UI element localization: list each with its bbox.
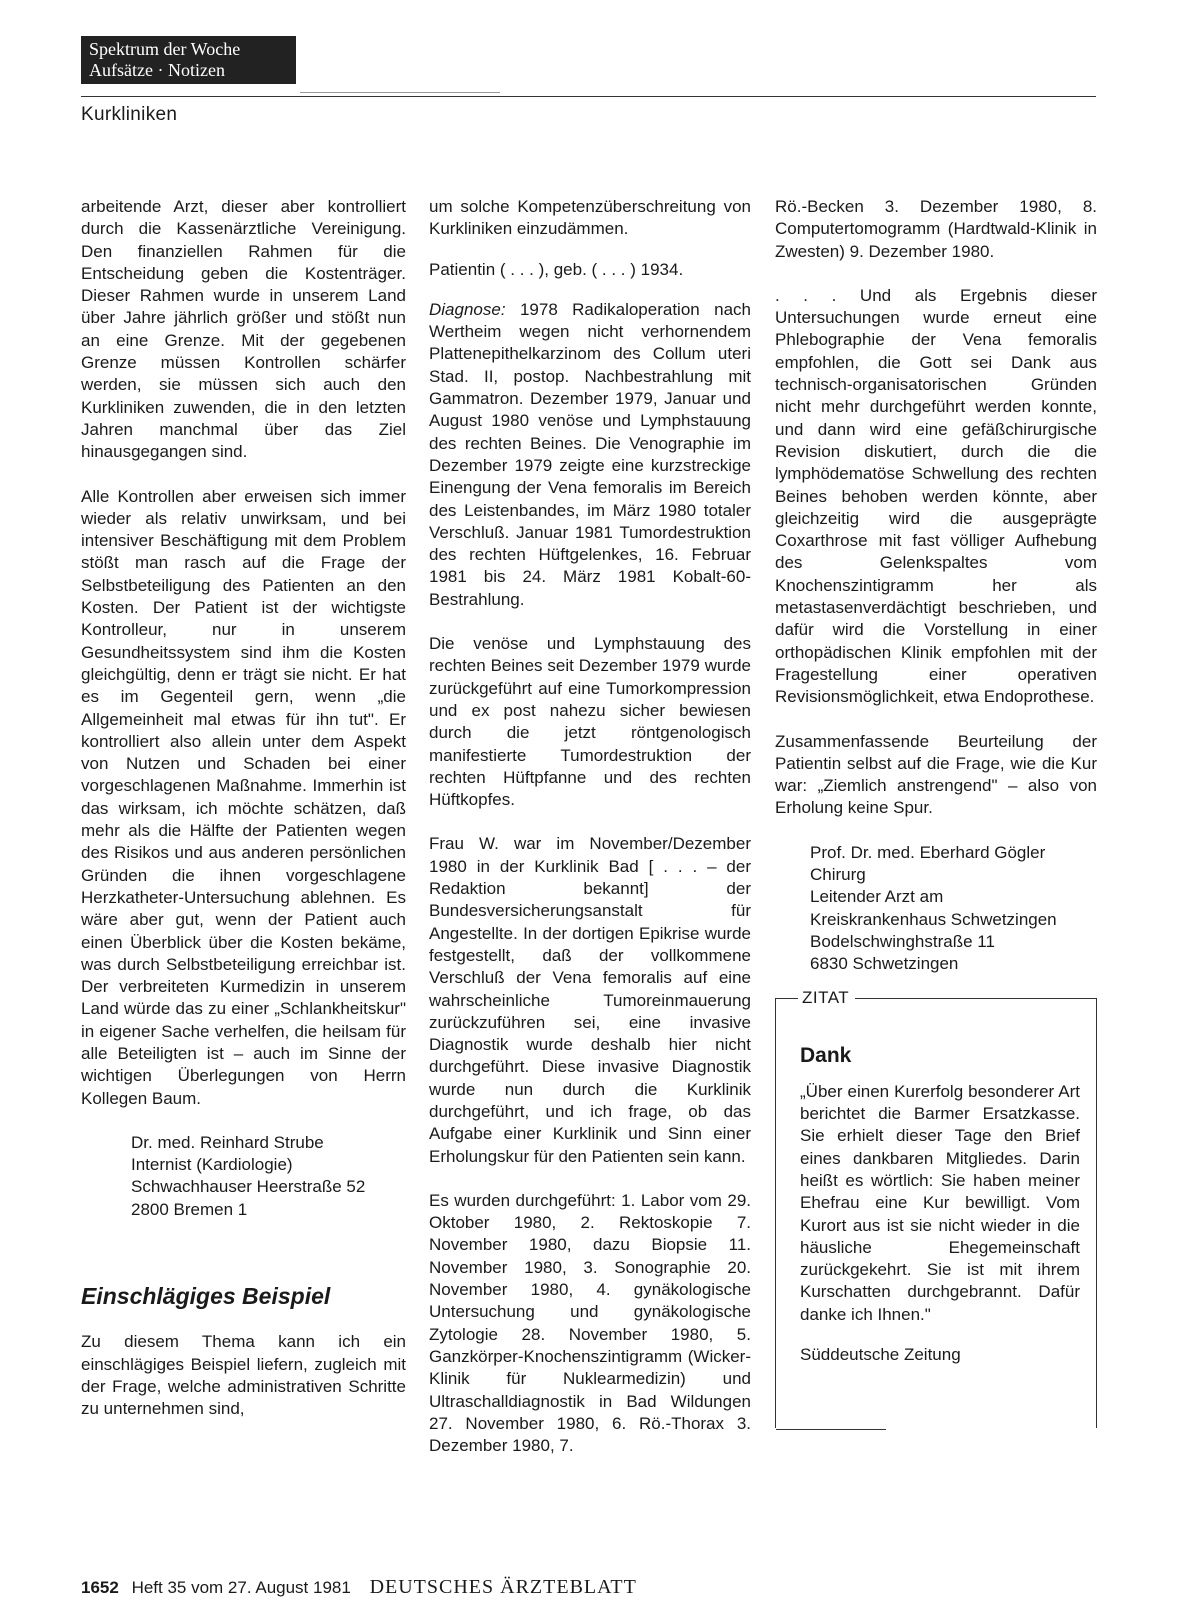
header-line-1: Spektrum der Woche bbox=[89, 39, 241, 59]
paragraph: Frau W. war im November/Dezember 1980 in der Kurklinik Bad [ . . . – der Redaktion bekannt] der Bundesversicherungsanstalt für Angestellte. In der dortigen Epikrise wurde festgestellt, daß der vollkommene Verschluß der Vena femoralis auf eine wahrscheinliche Tumoreinmauerung zurückzuführen sei, eine invasive Diagnostik wurde deshalb hier nicht durchgeführt. Diese invasive Diagnostik wurde nun durch die Kurklinik durchgeführt, und ich frage, ob das Aufgabe einer Kurklinik und Sinn einer Erholungskur für den Patienten sein kann. bbox=[429, 834, 751, 1166]
patient-line: Patientin ( . . . ), geb. ( . . . ) 1934. bbox=[429, 259, 684, 279]
signature-line: Leitender Arzt am bbox=[810, 887, 944, 907]
paragraph: arbeitende Arzt, dieser aber kontrolliert durch die Kassenärztliche Vereinigung. Den finanziellen Rahmen für die Entscheidung geben die Kostenträger. Dieser Rahmen wurde in unserem Land über Jahre jährlich größer und stößt nun an eine Grenze. Mit der gegebenen Grenze müssen Kontrollen schärfer werden, sie müssen sich auch den Kurkliniken zuwenden, die in den letzten Jahren manchmal über das Ziel hinausgegangen sind. bbox=[81, 197, 406, 462]
column-1 bbox=[81, 196, 406, 1443]
column-3 bbox=[775, 196, 1097, 1428]
paragraph: Zu diesem Thema kann ich ein einschlägiges Beispiel liefern, zugleich mit der Frage, welche administrativen Schritte zu unternehmen sind, bbox=[81, 1332, 406, 1419]
signature-line: Prof. Dr. med. Eberhard Gögler bbox=[810, 842, 1046, 862]
signature-line: Bodelschwinghstraße 11 bbox=[810, 931, 995, 951]
page-number: 1652 bbox=[81, 1578, 119, 1597]
zitat-text bbox=[800, 1081, 1080, 1326]
header-divider bbox=[81, 96, 1096, 97]
paragraph: um solche Kompetenzüberschreitung von Kurkliniken einzudämmen. bbox=[429, 197, 751, 239]
section-label: Kurkliniken bbox=[81, 104, 178, 125]
paragraph: . . . Und als Ergebnis dieser Untersuchungen wurde erneut eine Phlebographie der Vena femoralis empfohlen, die Gott sei Dank aus technisch-organisatorischen Gründen nicht mehr durchgeführt werden konnte, und dann wird eine gefäßchirurgische Revision diskutiert, durch die die lymphödematöse Schwellung des rechten Beines behoben werden könnte, aber gleichzeitig wird die ausgeprägte Coxarthrose mit fast völliger Aufhebung des Gelenkspaltes vom Knochenszintigramm her als metastasenverdächtigt beschrieben, und dafür wird die Vorstellung in einer orthopädischen Klinik empfohlen mit der Fragestellung einer operativen Revisionsmöglichkeit, etwa Endoprothese. bbox=[775, 285, 1097, 707]
signature-strube bbox=[131, 1132, 406, 1221]
diagnosis-paragraph bbox=[429, 299, 751, 611]
paragraph: Zusammenfassende Beurteilung der Patientin selbst auf die Frage, wie die Kur war: „Ziemlich anstrengend" – also von Erholung keine Spur. bbox=[775, 731, 1097, 818]
section-header-box bbox=[81, 36, 296, 84]
diagnosis-label: Diagnose: bbox=[429, 299, 506, 319]
signature-line: Schwachhauser Heerstraße 52 bbox=[131, 1177, 366, 1197]
header-divider-thin bbox=[300, 92, 500, 93]
signature-line: 6830 Schwetzingen bbox=[810, 954, 959, 974]
signature-goegler bbox=[810, 842, 1097, 976]
header-line-2: Aufsätze · Notizen bbox=[89, 60, 225, 80]
zitat-source: Süddeutsche Zeitung bbox=[800, 1345, 961, 1365]
paragraph: Alle Kontrollen aber erweisen sich immer wieder als relativ unwirksam, und bei intensiver Beschäftigung mit dem Problem stößt man rasch auf die Frage der Selbstbeteiligung des Patienten an den Kosten. Der Patient ist der wichtigste Kontrolleur, nur in unserem Gesundheitssystem sind ihm die Kosten gleichgültig, denn er trägt sie nicht. Er hat es im Gegenteil gern, wenn „die Allgemeinheit mal etwas für ihn tut". Er kontrolliert also allein unter dem Aspekt von Nutzen und Schaden bei einer vorgeschlagenen Maßnahme. Immerhin ist das wirksam, ich möchte schätzen, daß mehr als die Hälfte der Patienten wegen des Risikos und aus anderen persönlichen Gründen die ihnen vorgeschlagene Herzkatheter-Untersuchung ablehnen. Es wäre aber gut, wenn der Patient auch einen Überblick über die Kosten bekäme, was durch Selbstbeteiligung erreichbar ist. Der verbreiteten Kurmedizin in unserem Land würde das zu einer „Schlankheitskur" in eigener Sache verhelfen, die heilsam für alle Beteiligten ist – auch im Sinne der wichtigen Überlegungen von Herrn Kollegen Baum. bbox=[81, 486, 406, 1108]
signature-line: Dr. med. Reinhard Strube bbox=[131, 1132, 324, 1152]
zitat-title: Dank bbox=[800, 1043, 852, 1067]
column-2 bbox=[429, 196, 751, 1479]
zitat-quote: „Über einen Kurerfolg besonderer Art berichtet die Barmer Ersatzkasse. Sie erhielt dieser Tage den Brief eines dankbaren Mitgliedes. Darin heißt es wörtlich: Sie haben meiner Ehefrau eine Kur bewilligt. Vom Kurort aus ist sie nicht wieder in die häusliche Ehegemeinschaft zurückgekehrt. Sie ist mit ihrem Kurschatten durchgebrannt. Dafür danke ich Ihnen." bbox=[800, 1081, 1080, 1324]
paragraph: Die venöse und Lymphstauung des rechten Beines seit Dezember 1979 wurde zurückgeführt auf eine Tumorkompression und ex post nahezu sicher bewiesen durch die jetzt röntgenologisch manifestierte Tumordestruktion der rechten Hüftpfanne und des rechten Hüftkopfes. bbox=[429, 634, 751, 810]
journal-name: DEUTSCHES ÄRZTEBLATT bbox=[369, 1576, 637, 1598]
signature-line: Chirurg bbox=[810, 865, 866, 885]
page-footer bbox=[81, 1576, 637, 1599]
zitat-box bbox=[775, 987, 1097, 1428]
signature-line: Internist (Kardiologie) bbox=[131, 1155, 293, 1175]
signature-line: Kreiskrankenhaus Schwetzingen bbox=[810, 909, 1057, 929]
paragraph: Rö.-Becken 3. Dezember 1980, 8. Computertomogramm (Hardtwald-Klinik in Zwesten) 9. Dezember 1980. bbox=[775, 197, 1097, 261]
paragraph: Es wurden durchgeführt: 1. Labor vom 29. Oktober 1980, 2. Rektoskopie 7. November 1980, dazu Biopsie 11. November 1980, 3. Sonographie 20. November 1980, 4. gynäkologische Untersuchung und gynäkologische Zytologie 28. November 1980, 5. Ganzkörper-Knochenszintigramm (Wicker-Klinik für Nuklearmedizin) und Ultraschalldiagnostik in Bad Wildungen 27. November 1980, 6. Rö.-Thorax 3. Dezember 1980, 7. bbox=[429, 1190, 751, 1456]
zitat-bottom-rule bbox=[776, 1429, 886, 1430]
diagnosis-text: 1978 Radikaloperation nach Wertheim wegen nicht verhornendem Plattenepithelkarzinom des Collum uteri Stad. II, postop. Nachbestrahlung mit Gammatron. Dezember 1979, Januar und August 1980 venöse und Lymphstauung des rechten Beines. Die Venographie im Dezember 1979 zeigte eine kurzstreckige Einengung der Vena femoralis im Bereich des Leistenbandes, im März 1980 totaler Verschluß. Januar 1981 Tumordestruktion des rechten Hüftgelenkes, 16. Februar 1981 bis 24. März 1981 Kobalt-60-Bestrahlung. bbox=[429, 299, 751, 609]
zitat-label: ZITAT bbox=[798, 987, 855, 1009]
issue-info: Heft 35 vom 27. August 1981 bbox=[131, 1578, 351, 1597]
article-heading: Einschlägiges Beispiel bbox=[81, 1283, 331, 1310]
signature-line: 2800 Bremen 1 bbox=[131, 1199, 248, 1219]
